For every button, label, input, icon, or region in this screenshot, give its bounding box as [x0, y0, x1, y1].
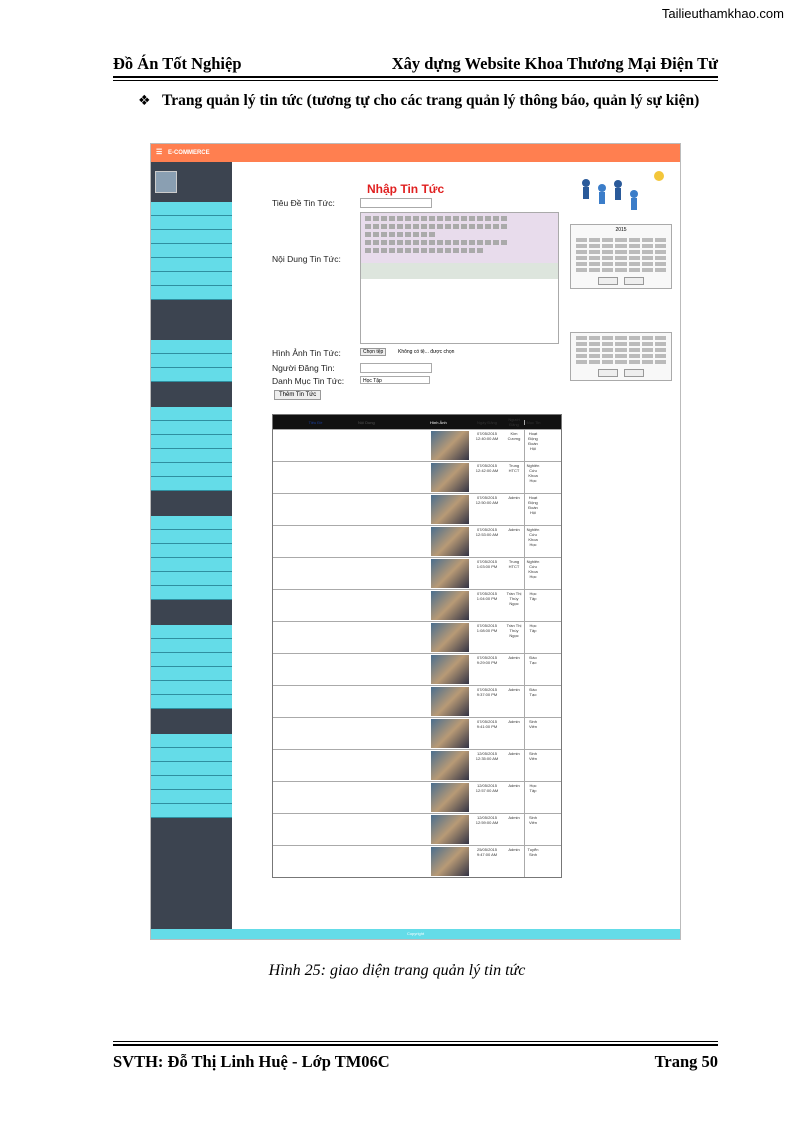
row-action-link[interactable]	[541, 558, 553, 589]
bullet-item	[138, 86, 718, 116]
row-title[interactable]	[273, 494, 358, 525]
watermark: Tailieuthamkhao.com	[661, 6, 784, 21]
row-date: 07/05/2015 12:53:00 AM	[475, 527, 499, 537]
row-title[interactable]	[273, 526, 358, 557]
header-content: Nội Dung	[358, 419, 375, 425]
sidebar-item[interactable]	[151, 790, 232, 804]
row-date: 07/05/2015 9:37:00 PM	[476, 687, 498, 697]
header-right: Xây dựng Website Khoa Thương Mại Điện Tử	[391, 54, 718, 73]
row-poster: Trần Thị Thúy Ngọc	[506, 591, 522, 606]
row-poster: Admin	[508, 655, 520, 660]
row-poster: Admin	[508, 783, 520, 788]
row-image	[430, 430, 470, 461]
category-label: Danh Mục Tin Tức:	[272, 376, 345, 386]
row-date: 12/05/2015 12:59:00 AM	[475, 815, 499, 825]
screenshot-footer: Copyright	[151, 929, 680, 939]
sidebar-item[interactable]	[151, 586, 232, 600]
sidebar	[151, 162, 232, 929]
news-table	[272, 414, 562, 878]
header-image: Hình Ảnh	[430, 419, 447, 425]
sidebar-item[interactable]	[151, 558, 232, 572]
sidebar-item[interactable]	[151, 340, 232, 354]
sidebar-item[interactable]	[151, 516, 232, 530]
row-content	[358, 846, 430, 877]
row-content	[358, 814, 430, 845]
sidebar-item[interactable]	[151, 368, 232, 382]
row-title[interactable]	[273, 590, 358, 621]
page-header	[113, 50, 718, 78]
sidebar-item[interactable]	[151, 477, 232, 491]
row-content	[358, 494, 430, 525]
content-label: Nội Dung Tin Tức:	[272, 254, 341, 264]
row-title[interactable]	[273, 686, 358, 717]
table-row[interactable]	[273, 557, 561, 589]
sidebar-item[interactable]	[151, 762, 232, 776]
sidebar-item[interactable]	[151, 625, 232, 639]
row-title[interactable]	[273, 462, 358, 493]
title-input[interactable]	[360, 198, 432, 208]
category-select[interactable]: Học Tập	[360, 376, 430, 384]
row-action-link[interactable]	[541, 654, 553, 685]
row-date: 07/05/2015 12:40:00 AM	[475, 431, 499, 441]
sidebar-item[interactable]	[151, 216, 232, 230]
row-content	[358, 590, 430, 621]
figure-caption: Hình 25: giao diện trang quản lý tin tức	[268, 962, 526, 979]
nav-group-6	[151, 734, 232, 818]
sidebar-item[interactable]	[151, 734, 232, 748]
calendar-widget-2[interactable]	[570, 332, 672, 381]
row-title[interactable]	[273, 558, 358, 589]
row-action-link[interactable]	[541, 846, 553, 877]
row-image	[430, 462, 470, 493]
row-content	[358, 430, 430, 461]
row-category: Hoạt Động Đoàn Hội	[524, 430, 541, 461]
nav-group-4	[151, 516, 232, 600]
row-action-link[interactable]	[541, 494, 553, 525]
row-poster: Trần Thị Thúy Ngọc	[506, 623, 522, 638]
sidebar-item[interactable]	[151, 202, 232, 216]
footer-right: Trang 50	[654, 1052, 718, 1071]
table-header	[273, 415, 561, 429]
sidebar-item[interactable]	[151, 421, 232, 435]
row-action-link[interactable]	[541, 686, 553, 717]
header-date: Ngày Đăng	[476, 419, 497, 425]
row-action-link[interactable]	[541, 718, 553, 749]
sidebar-item[interactable]	[151, 639, 232, 653]
row-action-link[interactable]	[541, 430, 553, 461]
row-content	[358, 718, 430, 749]
nav-group-1	[151, 202, 232, 300]
sidebar-item[interactable]	[151, 354, 232, 368]
row-image	[430, 654, 470, 685]
row-content	[358, 686, 430, 717]
row-content	[358, 750, 430, 781]
sidebar-item[interactable]	[151, 804, 232, 818]
form-title: Nhập Tin Tức	[367, 182, 445, 196]
row-category: Đào Tạo	[524, 654, 541, 685]
sidebar-item[interactable]	[151, 286, 232, 300]
avatar	[155, 171, 177, 193]
table-row[interactable]	[273, 653, 561, 685]
table-row[interactable]	[273, 429, 561, 461]
row-poster: Admin	[508, 687, 520, 692]
row-date: 07/05/2015 1:08:00 PM	[476, 623, 498, 633]
row-poster: Admin	[508, 719, 520, 724]
row-date: 25/05/2015 9:47:00 AM	[476, 847, 498, 857]
top-bar	[151, 144, 680, 162]
row-category: Học Tập	[524, 782, 541, 813]
row-category: Sinh Viên	[524, 814, 541, 845]
row-date: 07/05/2015 12:50:00 AM	[475, 495, 499, 505]
row-content	[358, 526, 430, 557]
sidebar-item[interactable]	[151, 407, 232, 421]
row-category: Nghiên Cứu Khoa Học	[524, 558, 541, 589]
sidebar-item[interactable]	[151, 258, 232, 272]
app-title: E-COMMERCE	[167, 150, 210, 156]
nav-group-5	[151, 625, 232, 709]
nav-group-2	[151, 340, 232, 382]
row-category: Học Tập	[524, 622, 541, 653]
sidebar-item[interactable]	[151, 230, 232, 244]
row-date: 07/05/2015 9:41:00 PM	[476, 719, 498, 729]
calendar-header: 2015	[615, 227, 627, 233]
row-content	[358, 622, 430, 653]
row-category: Nghiên Cứu Khoa Học	[524, 526, 541, 557]
table-row[interactable]	[273, 845, 561, 877]
row-image	[430, 846, 470, 877]
row-title[interactable]	[273, 750, 358, 781]
nav-group-3	[151, 407, 232, 491]
row-content	[358, 462, 430, 493]
bullet-marker: ❖	[138, 93, 151, 109]
row-image	[430, 686, 470, 717]
menu-icon[interactable]: ☰	[156, 149, 163, 156]
row-image	[430, 558, 470, 589]
row-title[interactable]	[273, 782, 358, 813]
sidebar-item[interactable]	[151, 435, 232, 449]
row-title[interactable]	[273, 846, 358, 877]
poster-input[interactable]	[360, 363, 432, 373]
row-content	[358, 782, 430, 813]
row-poster: Admin	[508, 751, 520, 756]
row-category: Hoạt Động Đoàn Hội	[524, 494, 541, 525]
row-image	[430, 782, 470, 813]
row-action-link[interactable]	[541, 462, 553, 493]
row-image	[430, 814, 470, 845]
sidebar-item[interactable]	[151, 695, 232, 709]
editor-toolbar	[361, 213, 558, 263]
row-date: 07/05/2015 9:29:00 PM	[476, 655, 498, 665]
no-file-text: Không có tệ... được chọn	[398, 349, 455, 355]
row-image	[430, 750, 470, 781]
row-action-link[interactable]	[541, 622, 553, 653]
row-date: 12/05/2015 12:35:00 AM	[475, 751, 499, 761]
choose-file-button[interactable]: Chọn tệp	[360, 348, 386, 356]
footer-left: SVTH: Đỗ Thị Linh Huệ - Lớp TM06C	[113, 1052, 390, 1071]
table-row[interactable]	[273, 749, 561, 781]
row-content	[358, 654, 430, 685]
poster-label: Người Đăng Tin:	[272, 363, 335, 373]
row-category: Sinh Viên	[524, 718, 541, 749]
header-left: Đồ Án Tốt Nghiệp	[113, 54, 242, 73]
sidebar-item[interactable]	[151, 244, 232, 258]
row-poster: Admin	[508, 527, 520, 532]
row-date: 07/05/2015 1:04:00 PM	[476, 591, 498, 601]
sidebar-item[interactable]	[151, 748, 232, 762]
row-title[interactable]	[273, 654, 358, 685]
row-category: Học Tập	[524, 590, 541, 621]
admin-screenshot	[150, 143, 681, 940]
row-date: 07/05/2015 12:42:00 AM	[475, 463, 499, 473]
row-poster: Kim Cương	[507, 431, 521, 441]
sidebar-item[interactable]	[151, 681, 232, 695]
row-poster: Trung HTCT	[508, 463, 520, 473]
sidebar-item[interactable]	[151, 449, 232, 463]
sidebar-item[interactable]	[151, 776, 232, 790]
table-row[interactable]	[273, 589, 561, 621]
sidebar-item[interactable]	[151, 572, 232, 586]
row-image	[430, 526, 470, 557]
row-image	[430, 718, 470, 749]
sidebar-item[interactable]	[151, 544, 232, 558]
editor-format-bar	[361, 263, 558, 279]
bullet-text: Trang quản lý tin tức (tương tự cho các trang quản lý thông báo, quản lý sự kiện)	[162, 92, 700, 109]
calendar-widget[interactable]	[570, 224, 672, 289]
row-category: Sinh Viên	[524, 750, 541, 781]
title-label: Tiêu Đề Tin Tức:	[272, 198, 335, 208]
sidebar-item[interactable]	[151, 667, 232, 681]
content-editor[interactable]	[360, 212, 559, 344]
row-action-link[interactable]	[541, 782, 553, 813]
sidebar-profile	[151, 162, 232, 202]
header-title: Tiêu Đề	[308, 419, 323, 425]
row-content	[358, 558, 430, 589]
main-content	[232, 162, 680, 929]
row-poster: Trung HTCT	[508, 559, 520, 569]
row-image	[430, 590, 470, 621]
sidebar-item[interactable]	[151, 272, 232, 286]
row-poster: Admin	[508, 495, 520, 500]
row-image	[430, 494, 470, 525]
row-category: Tuyển Sinh	[524, 846, 541, 877]
table-row[interactable]	[273, 493, 561, 525]
row-action-link[interactable]	[541, 750, 553, 781]
row-action-link[interactable]	[541, 590, 553, 621]
table-row[interactable]	[273, 621, 561, 653]
table-row[interactable]	[273, 685, 561, 717]
table-row[interactable]	[273, 781, 561, 813]
table-row[interactable]	[273, 813, 561, 845]
sidebar-item[interactable]	[151, 530, 232, 544]
table-body	[273, 429, 561, 877]
row-date: 07/05/2015 1:03:00 PM	[476, 559, 498, 569]
row-date: 12/05/2015 12:57:00 AM	[475, 783, 499, 793]
add-news-button[interactable]: Thêm Tin Tức	[274, 390, 321, 400]
row-category: Nghiên Cứu Khoa Học	[524, 462, 541, 493]
row-poster: Admin	[508, 847, 520, 852]
sidebar-item[interactable]	[151, 463, 232, 477]
row-title[interactable]	[273, 814, 358, 845]
row-category: Đào Tạo	[524, 686, 541, 717]
row-title[interactable]	[273, 622, 358, 653]
admin-logo	[574, 168, 672, 218]
row-image	[430, 622, 470, 653]
table-row[interactable]	[273, 525, 561, 557]
row-title[interactable]	[273, 718, 358, 749]
row-poster: Admin	[508, 815, 520, 820]
sidebar-item[interactable]	[151, 653, 232, 667]
table-row[interactable]	[273, 461, 561, 493]
row-title[interactable]	[273, 430, 358, 461]
header-poster: Người Đăng	[508, 417, 520, 427]
image-label: Hình Ảnh Tin Tức:	[272, 348, 341, 358]
row-action-link[interactable]	[541, 814, 553, 845]
header-category: Mục Tin	[524, 420, 542, 425]
page-footer	[113, 1044, 718, 1072]
table-row[interactable]	[273, 717, 561, 749]
row-action-link[interactable]	[541, 526, 553, 557]
